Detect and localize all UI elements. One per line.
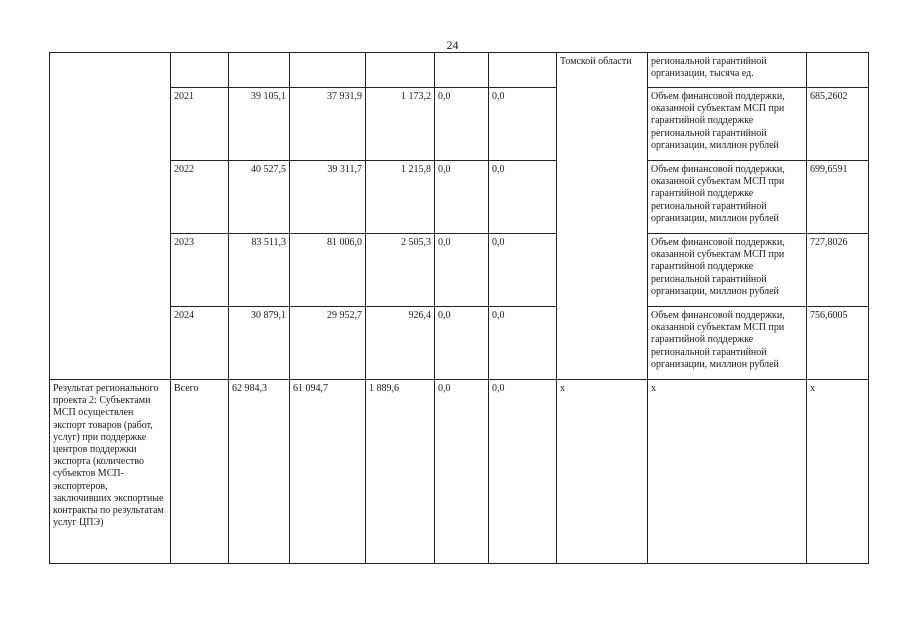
- value-cell: 1 173,2: [366, 88, 435, 161]
- value-cell: 1 215,8: [366, 161, 435, 234]
- value-cell: 40 527,5: [229, 161, 290, 234]
- table-cell: [290, 53, 366, 88]
- value-cell: 83 511,3: [229, 234, 290, 307]
- value-cell: 30 879,1: [229, 307, 290, 380]
- table-row: [50, 380, 869, 564]
- table-row: [50, 88, 869, 161]
- value-cell: 0,0: [489, 88, 557, 161]
- value-cell: 62 984,3: [229, 380, 290, 564]
- value-cell: 0,0: [489, 380, 557, 564]
- x-cell: x: [557, 380, 648, 564]
- table-row: [50, 161, 869, 234]
- financing-table: [49, 52, 869, 564]
- value-cell: 0,0: [489, 234, 557, 307]
- value-cell: 39 311,7: [290, 161, 366, 234]
- indicator-cell: Объем финансовой поддержки, оказанной субъектам МСП при гарантийной поддержке региональной гарантийной организации, миллион рублей: [648, 88, 807, 161]
- value-cell: 29 952,7: [290, 307, 366, 380]
- value-cell: 1 889,6: [366, 380, 435, 564]
- value-cell: 0,0: [435, 307, 489, 380]
- value-cell: 926,4: [366, 307, 435, 380]
- value-cell: 39 105,1: [229, 88, 290, 161]
- year-cell: 2021: [171, 88, 229, 161]
- table-cell: [171, 53, 229, 88]
- table-cell: [229, 53, 290, 88]
- value-cell: 81 006,0: [290, 234, 366, 307]
- value-cell: 0,0: [489, 161, 557, 234]
- indicator-value-cell: 699,6591: [807, 161, 869, 234]
- year-cell: 2022: [171, 161, 229, 234]
- indicator-cell: Объем финансовой поддержки, оказанной субъектам МСП при гарантийной поддержке региональной гарантийной организации, миллион рублей: [648, 234, 807, 307]
- result-description-cell: Результат регионального проекта 2: Субъектами МСП осуществлен экспорт товаров (работ, услуг) при поддержке центров поддержки экспорта (количество субъектов МСП-экспортеров, заключивших экспортные контракты по результатам услуг ЦПЭ): [50, 380, 171, 564]
- table-cell: [807, 53, 869, 88]
- value-cell: 37 931,9: [290, 88, 366, 161]
- year-cell: 2023: [171, 234, 229, 307]
- table-row: [50, 307, 869, 380]
- table-row: [50, 234, 869, 307]
- x-cell: x: [648, 380, 807, 564]
- value-cell: 2 505,3: [366, 234, 435, 307]
- value-cell: 0,0: [435, 234, 489, 307]
- year-cell: 2024: [171, 307, 229, 380]
- indicator-value-cell: 685,2602: [807, 88, 869, 161]
- table-cell: [435, 53, 489, 88]
- indicator-value-cell: 727,8026: [807, 234, 869, 307]
- period-cell: Всего: [171, 380, 229, 564]
- table-cell: [366, 53, 435, 88]
- value-cell: 0,0: [489, 307, 557, 380]
- page-number: 24: [446, 38, 459, 52]
- indicator-cell: Объем финансовой поддержки, оказанной субъектам МСП при гарантийной поддержке региональной гарантийной организации, миллион рублей: [648, 307, 807, 380]
- region-cell: Томской области: [557, 53, 648, 380]
- value-cell: 0,0: [435, 380, 489, 564]
- x-cell: x: [807, 380, 869, 564]
- indicator-value-cell: 756,6005: [807, 307, 869, 380]
- value-cell: 0,0: [435, 161, 489, 234]
- value-cell: 61 094,7: [290, 380, 366, 564]
- table-cell: [50, 53, 171, 380]
- value-cell: 0,0: [435, 88, 489, 161]
- indicator-cell: региональной гарантийной организации, тысяча ед.: [648, 53, 807, 88]
- indicator-cell: Объем финансовой поддержки, оказанной субъектам МСП при гарантийной поддержке региональной гарантийной организации, миллион рублей: [648, 161, 807, 234]
- table-row: [50, 53, 869, 88]
- table-cell: [489, 53, 557, 88]
